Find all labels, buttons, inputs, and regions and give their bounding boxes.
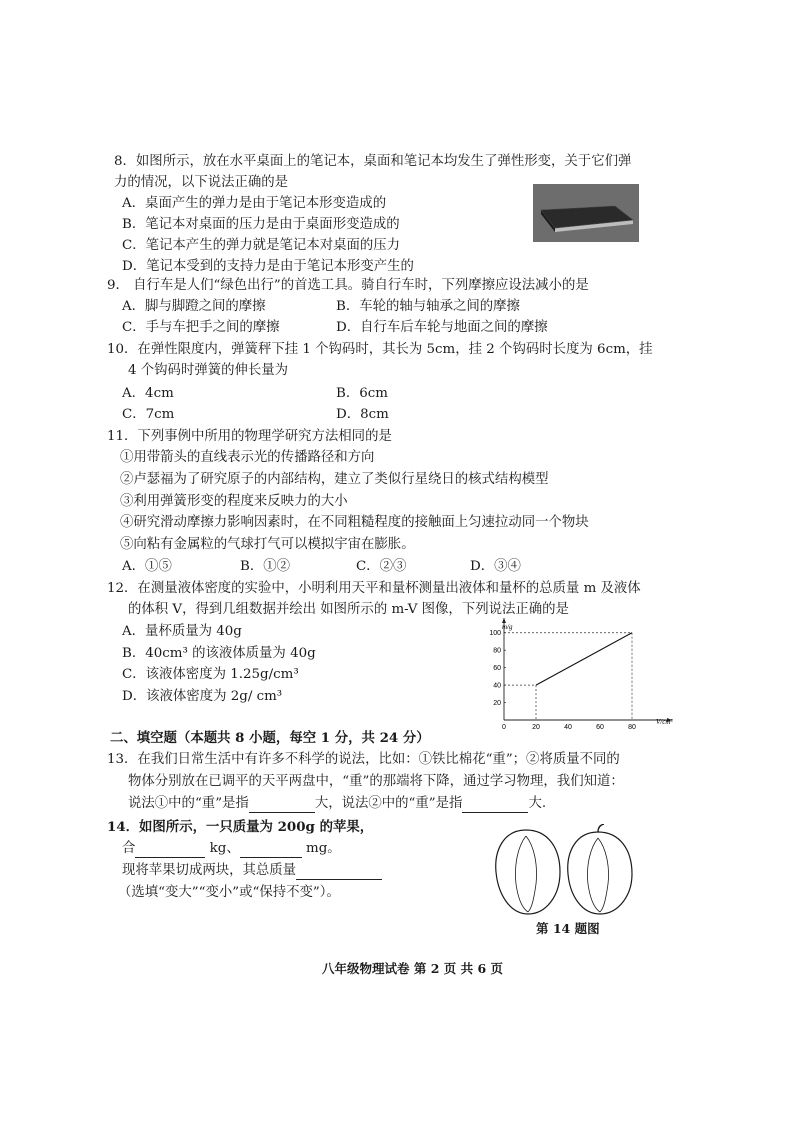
q11-item-3: ③利用弹簧形变的程度来反映力的大小 <box>120 494 348 509</box>
q9-stem: 9． 自行车是人们“绿色出行”的首选工具。骑自行车时，下列摩擦应设法减小的是 <box>107 278 589 293</box>
x-tick-label: 80 <box>628 724 636 731</box>
q14-blank-mass[interactable] <box>296 865 382 880</box>
q14-blank-mg[interactable] <box>240 843 302 858</box>
q14-text-a: 合 <box>122 841 136 856</box>
q11-item-1: ①用带箭头的直线表示光的传播路径和方向 <box>120 450 375 465</box>
apple-figure <box>490 824 638 916</box>
q10-option-b: B．6cm <box>336 386 388 401</box>
q14-line4: （选填“变大”“变小”或“保持不变”）。 <box>118 885 340 900</box>
q12-option-b: B．40cm³ 的该液体质量为 40g <box>122 646 316 661</box>
y-tick-label: 60 <box>493 665 501 673</box>
q10-stem-line2: 4 个钩码时弹簧的伸长量为 <box>128 363 289 378</box>
q13-line1: 13．在我们日常生活中有许多不科学的说法，比如：①铁比棉花“重”；②将质量不同的 <box>107 752 620 767</box>
y-tick-label: 20 <box>493 700 501 708</box>
q14-blank-kg[interactable] <box>135 843 205 858</box>
q14-line1: 14．如图所示，一只质量为 200g 的苹果， <box>107 819 374 835</box>
section2-heading: 二、填空题（本题共 8 小题，每空 1 分，共 24 分） <box>110 730 430 746</box>
q13-line2: 物体分别放在已调平的天平两盘中，“重”的那端将下降，通过学习物理，我们知道： <box>128 774 624 789</box>
q11-option-a: A．①⑤ <box>122 559 172 574</box>
q11-option-b: B．①② <box>240 559 291 574</box>
q8-option-c: C．笔记本产生的弹力就是笔记本对桌面的压力 <box>122 238 401 253</box>
q9-option-c: C．手与车把手之间的摩擦 <box>122 320 280 335</box>
q14-text-b: kg、 <box>209 841 240 856</box>
q13-text-a: 说法①中的“重”是指 <box>128 796 249 811</box>
q13-text-b: 大，说法②中的“重”是指 <box>314 796 463 811</box>
x-axis-label: V/cm³ <box>656 718 673 726</box>
x-tick-label: 0 <box>502 724 506 731</box>
x-tick-label: 40 <box>564 724 572 731</box>
q10-stem-line1: 10．在弹性限度内，弹簧秤下挂 1 个钩码时，其长为 5cm，挂 2 个钩码时长度为 6cm，挂 <box>107 342 653 357</box>
q11-option-c: C．②③ <box>356 559 407 574</box>
q8-option-b: B．笔记本对桌面的压力是由于桌面形变造成的 <box>122 217 400 232</box>
q8-stem-line2: 力的情况，以下说法正确的是 <box>114 175 289 190</box>
q13-blank-2[interactable] <box>462 798 528 813</box>
page-footer: 八年级物理试卷 第 2 页 共 6 页 <box>322 961 504 976</box>
q13-line3 <box>128 795 546 813</box>
q10-option-d: D．8cm <box>336 407 389 422</box>
q8-stem-line1: 8．如图所示，放在水平桌面上的笔记本，桌面和笔记本均发生了弹性形变，关于它们弹 <box>114 154 632 169</box>
q10-option-a: A．4cm <box>122 386 174 401</box>
q14-line2 <box>122 840 341 858</box>
q12-option-a: A．量杯质量为 40g <box>122 624 242 639</box>
m-v-graph <box>478 616 678 736</box>
q14-text-d: 现将苹果切成两块，其总质量 <box>122 863 297 878</box>
q13-text-c: 大. <box>528 796 547 811</box>
q11-item-4: ④研究滑动摩擦力影响因素时，在不同粗糙程度的接触面上匀速拉动同一个物块 <box>120 515 589 530</box>
series-line <box>536 633 632 685</box>
q8-option-d: D．笔记本受到的支持力是由于笔记本形变产生的 <box>122 259 414 274</box>
q12-option-c: C．该液体密度为 1.25g/cm³ <box>122 667 299 682</box>
notebook-figure <box>533 184 639 242</box>
x-tick-label: 20 <box>532 724 540 731</box>
q12-stem-line2: 的体积 V，得到几组数据并绘出 如图所示的 m-V 图像，下列说法正确的是 <box>128 602 569 617</box>
q11-stem: 11．下列事例中所用的物理学研究方法相同的是 <box>107 429 392 444</box>
x-tick-label: 60 <box>596 724 604 731</box>
q11-item-2: ②卢瑟福为了研究原子的内部结构，建立了类似行星绕日的核式结构模型 <box>120 472 549 487</box>
q9-option-b: B．车轮的轴与轴承之间的摩擦 <box>336 299 520 314</box>
y-tick-label: 80 <box>493 647 501 655</box>
q14-line3 <box>122 862 382 880</box>
q12-option-d: D．该液体密度为 2g/ cm³ <box>122 689 283 704</box>
q11-option-d: D．③④ <box>470 559 521 574</box>
q8-option-a: A．桌面产生的弹力是由于笔记本形变造成的 <box>122 196 387 211</box>
y-tick-label: 40 <box>493 682 501 690</box>
y-axis-label: m/g <box>502 623 513 631</box>
q13-blank-1[interactable] <box>249 798 315 813</box>
q11-item-5: ⑤向粘有金属粒的气球打气可以模拟宇宙在膨胀。 <box>120 537 415 552</box>
q9-option-a: A．脚与脚蹬之间的摩擦 <box>122 299 266 314</box>
y-tick-label: 100 <box>489 630 501 638</box>
q10-option-c: C．7cm <box>122 407 175 422</box>
q14-text-c: mg。 <box>306 841 341 856</box>
q9-option-d: D．自行车后车轮与地面之间的摩擦 <box>336 320 548 335</box>
q12-stem-line1: 12．在测量液体密度的实验中，小明利用天平和量杯测量出液体和量杯的总质量 m 及液体 <box>107 581 641 596</box>
q14-figure-caption: 第 14 题图 <box>536 921 600 936</box>
